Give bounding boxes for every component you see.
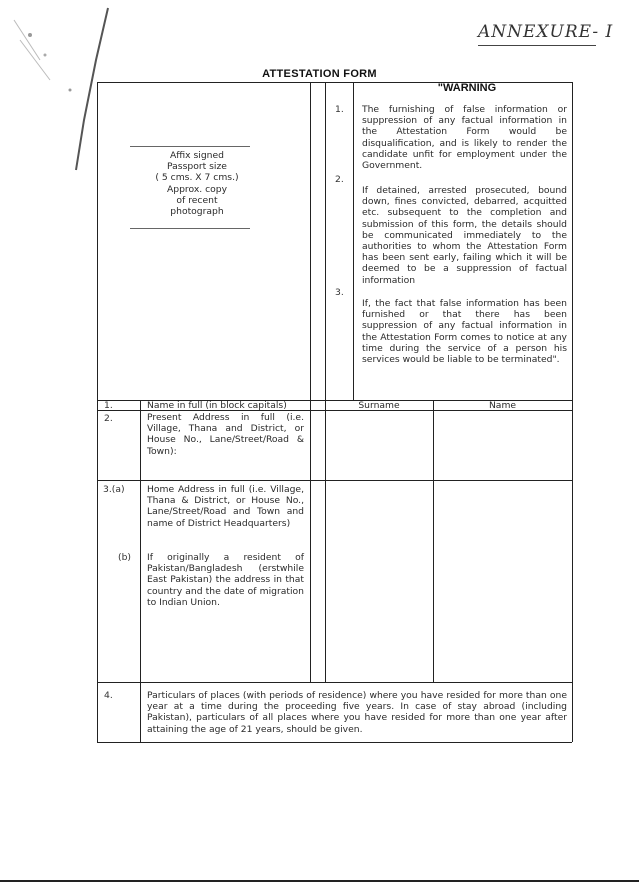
photo-line: photograph <box>170 206 224 218</box>
photo-line: Approx. copy <box>166 183 228 195</box>
name-label: Name in full (in block capitals) <box>147 400 287 411</box>
row-number: 3.(a) <box>103 484 125 495</box>
surname-header: Surname <box>358 400 400 411</box>
mid-divider-a <box>310 82 311 682</box>
photo-line: of recent <box>176 194 218 206</box>
name-header: Name <box>488 400 517 411</box>
warning-number: 1. <box>335 104 344 115</box>
present-address-label: Present Address in full (i.e. Village, Thana and District, or House No., Lane/Street/Road & Town): <box>147 412 304 457</box>
row2-divider <box>97 480 572 481</box>
photo-box-top <box>130 146 250 147</box>
number-col-divider <box>140 400 141 742</box>
mid-divider-b <box>325 82 326 682</box>
warning-item-3: If, the fact that false information has been furnished or that there has been suppression of any factual information in the Attestation Form comes to notice at any time during the service of a person his services would be liable to be terminated". <box>362 298 567 366</box>
warning-item-2: If detained, arrested prosecuted, bound down, fines convicted, debarred, acquitted etc. subsequent to the completion and submission of this form, the details should be communicated immediately to the authorities to whom the Attestation Form has been sent early, failing which it will be deemed to be a suppression of factual information <box>362 185 567 286</box>
photo-line: ( 5 cms. X 7 cms.) <box>155 172 239 184</box>
warning-title: "WARNING <box>437 82 497 94</box>
warning-number: 3. <box>335 287 344 298</box>
annexure-underline <box>478 45 596 46</box>
row-number: (b) <box>118 552 132 563</box>
scan-edge-marks <box>0 0 120 220</box>
surname-name-divider <box>433 400 434 682</box>
row-number: 2. <box>104 413 113 424</box>
pakistan-address-label: If originally a resident of Pakistan/Bangladesh (erstwhile East Pakistan) the address in that country and the date of migration to Indian Union. <box>147 552 304 608</box>
photo-box-text <box>142 150 252 217</box>
row-number: 1. <box>104 400 113 411</box>
places-resided-label: Particulars of places (with periods of residence) where you have resided for more than one year at a time during the proceeding five years. In case of stay abroad (including Pakistan), particulars of all places where you have resided for more than one year after attaining the age of 21 years, should be given. <box>147 690 567 735</box>
warning-number: 2. <box>335 174 344 185</box>
row-number: 4. <box>104 690 113 701</box>
table-bottom-border <box>97 742 572 743</box>
form-title: ATTESTATION FORM <box>262 68 377 80</box>
home-address-label: Home Address in full (i.e. Village, Thana & District, or House No., Lane/Street/Road and Town and name of District Headquarters) <box>147 484 304 529</box>
annexure-label: ANNEXURE- I <box>478 22 614 42</box>
warning-item-1: The furnishing of false information or suppression of any factual information in the Attestation Form would be disqualification, and is likely to render the candidate unfit for employment under the Government. <box>362 104 567 172</box>
page-bottom-edge <box>0 880 639 882</box>
photo-line: Affix signed <box>169 150 224 161</box>
row3-divider <box>97 682 572 683</box>
left-border <box>97 82 98 400</box>
photo-box-bottom <box>130 228 250 229</box>
table-left-border <box>97 400 98 742</box>
warning-left-border <box>353 82 354 400</box>
right-border <box>572 82 573 742</box>
photo-line: Passport size <box>167 161 227 173</box>
